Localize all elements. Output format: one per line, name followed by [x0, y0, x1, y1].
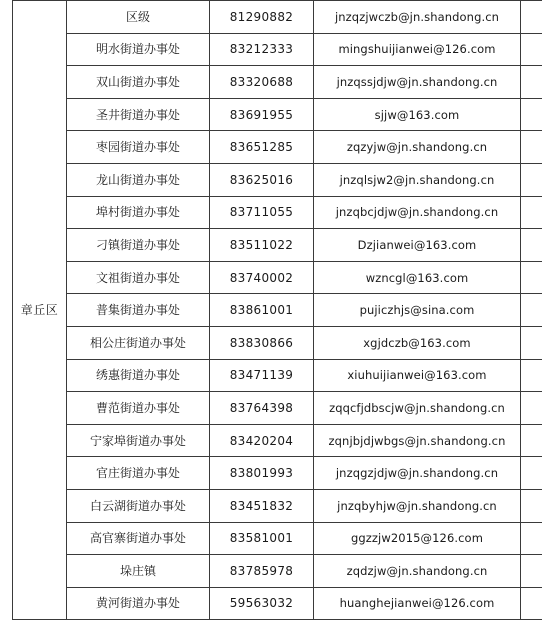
email-cell: jnzqssjdjw@jn.shandong.cn [314, 66, 521, 99]
email-cell: zqzyjw@jn.shandong.cn [314, 131, 521, 164]
extra-cell [521, 33, 542, 66]
office-cell: 枣园街道办事处 [67, 131, 210, 164]
phone-cell: 83581001 [210, 522, 314, 555]
extra-cell [521, 261, 542, 294]
extra-cell [521, 196, 542, 229]
extra-cell [521, 424, 542, 457]
email-cell: zqnjbjdjwbgs@jn.shandong.cn [314, 424, 521, 457]
table-row [13, 457, 542, 490]
office-cell: 刁镇街道办事处 [67, 229, 210, 262]
table-row [13, 555, 542, 588]
table-row [13, 98, 542, 131]
office-cell: 垛庄镇 [67, 555, 210, 588]
phone-cell: 83691955 [210, 98, 314, 131]
email-cell: wzncgl@163.com [314, 261, 521, 294]
table-row [13, 163, 542, 196]
email-cell: zqdzjw@jn.shandong.cn [314, 555, 521, 588]
table-row [13, 294, 542, 327]
phone-cell: 83420204 [210, 424, 314, 457]
table-row [13, 229, 542, 262]
office-cell: 相公庄街道办事处 [67, 326, 210, 359]
table-row [13, 424, 542, 457]
office-cell: 曹范街道办事处 [67, 392, 210, 425]
extra-cell [521, 359, 542, 392]
email-cell: ggzzjw2015@126.com [314, 522, 521, 555]
phone-cell: 83801993 [210, 457, 314, 490]
phone-cell: 83830866 [210, 326, 314, 359]
email-cell: pujiczhjs@sina.com [314, 294, 521, 327]
office-cell: 黄河街道办事处 [67, 587, 210, 620]
email-cell: jnzqbcjdjw@jn.shandong.cn [314, 196, 521, 229]
email-cell: sjjw@163.com [314, 98, 521, 131]
table-row [13, 66, 542, 99]
email-cell: xgjdczb@163.com [314, 326, 521, 359]
extra-cell [521, 457, 542, 490]
extra-cell [521, 522, 542, 555]
email-cell: jnzqbyhjw@jn.shandong.cn [314, 489, 521, 522]
extra-cell [521, 98, 542, 131]
phone-cell: 83861001 [210, 294, 314, 327]
email-cell: Dzjianwei@163.com [314, 229, 521, 262]
office-cell: 双山街道办事处 [67, 66, 210, 99]
extra-cell [521, 587, 542, 620]
office-cell: 宁家埠街道办事处 [67, 424, 210, 457]
contact-table-body [13, 1, 542, 620]
extra-cell [521, 163, 542, 196]
table-row [13, 196, 542, 229]
email-cell: jnzqzjwczb@jn.shandong.cn [314, 1, 521, 34]
office-cell: 明水街道办事处 [67, 33, 210, 66]
table-row [13, 392, 542, 425]
phone-cell: 81290882 [210, 1, 314, 34]
extra-cell [521, 326, 542, 359]
extra-cell [521, 66, 542, 99]
email-cell: zqqcfjdbscjw@jn.shandong.cn [314, 392, 521, 425]
office-cell: 官庄街道办事处 [67, 457, 210, 490]
contact-table [12, 0, 542, 620]
office-cell: 区级 [67, 1, 210, 34]
extra-cell [521, 1, 542, 34]
district-cell: 章丘区 [13, 1, 67, 620]
office-cell: 埠村街道办事处 [67, 196, 210, 229]
office-cell: 文祖街道办事处 [67, 261, 210, 294]
table-row [13, 587, 542, 620]
phone-cell: 83451832 [210, 489, 314, 522]
phone-cell: 83625016 [210, 163, 314, 196]
table-row [13, 359, 542, 392]
table-row [13, 1, 542, 34]
extra-cell [521, 294, 542, 327]
table-row [13, 33, 542, 66]
extra-cell [521, 489, 542, 522]
table-row [13, 131, 542, 164]
phone-cell: 83785978 [210, 555, 314, 588]
email-cell: xiuhuijianwei@163.com [314, 359, 521, 392]
email-cell: mingshuijianwei@126.com [314, 33, 521, 66]
phone-cell: 83511022 [210, 229, 314, 262]
extra-cell [521, 555, 542, 588]
table-row [13, 326, 542, 359]
office-cell: 圣井街道办事处 [67, 98, 210, 131]
email-cell: huanghejianwei@126.com [314, 587, 521, 620]
table-row [13, 261, 542, 294]
office-cell: 高官寨街道办事处 [67, 522, 210, 555]
office-cell: 白云湖街道办事处 [67, 489, 210, 522]
office-cell: 普集街道办事处 [67, 294, 210, 327]
phone-cell: 83212333 [210, 33, 314, 66]
phone-cell: 83320688 [210, 66, 314, 99]
phone-cell: 83651285 [210, 131, 314, 164]
extra-cell [521, 131, 542, 164]
phone-cell: 83740002 [210, 261, 314, 294]
office-cell: 龙山街道办事处 [67, 163, 210, 196]
office-cell: 绣惠街道办事处 [67, 359, 210, 392]
phone-cell: 83764398 [210, 392, 314, 425]
email-cell: jnzqlsjw2@jn.shandong.cn [314, 163, 521, 196]
extra-cell [521, 392, 542, 425]
email-cell: jnzqgzjdjw@jn.shandong.cn [314, 457, 521, 490]
table-row [13, 489, 542, 522]
phone-cell: 83471139 [210, 359, 314, 392]
extra-cell [521, 229, 542, 262]
phone-cell: 59563032 [210, 587, 314, 620]
table-row [13, 522, 542, 555]
phone-cell: 83711055 [210, 196, 314, 229]
